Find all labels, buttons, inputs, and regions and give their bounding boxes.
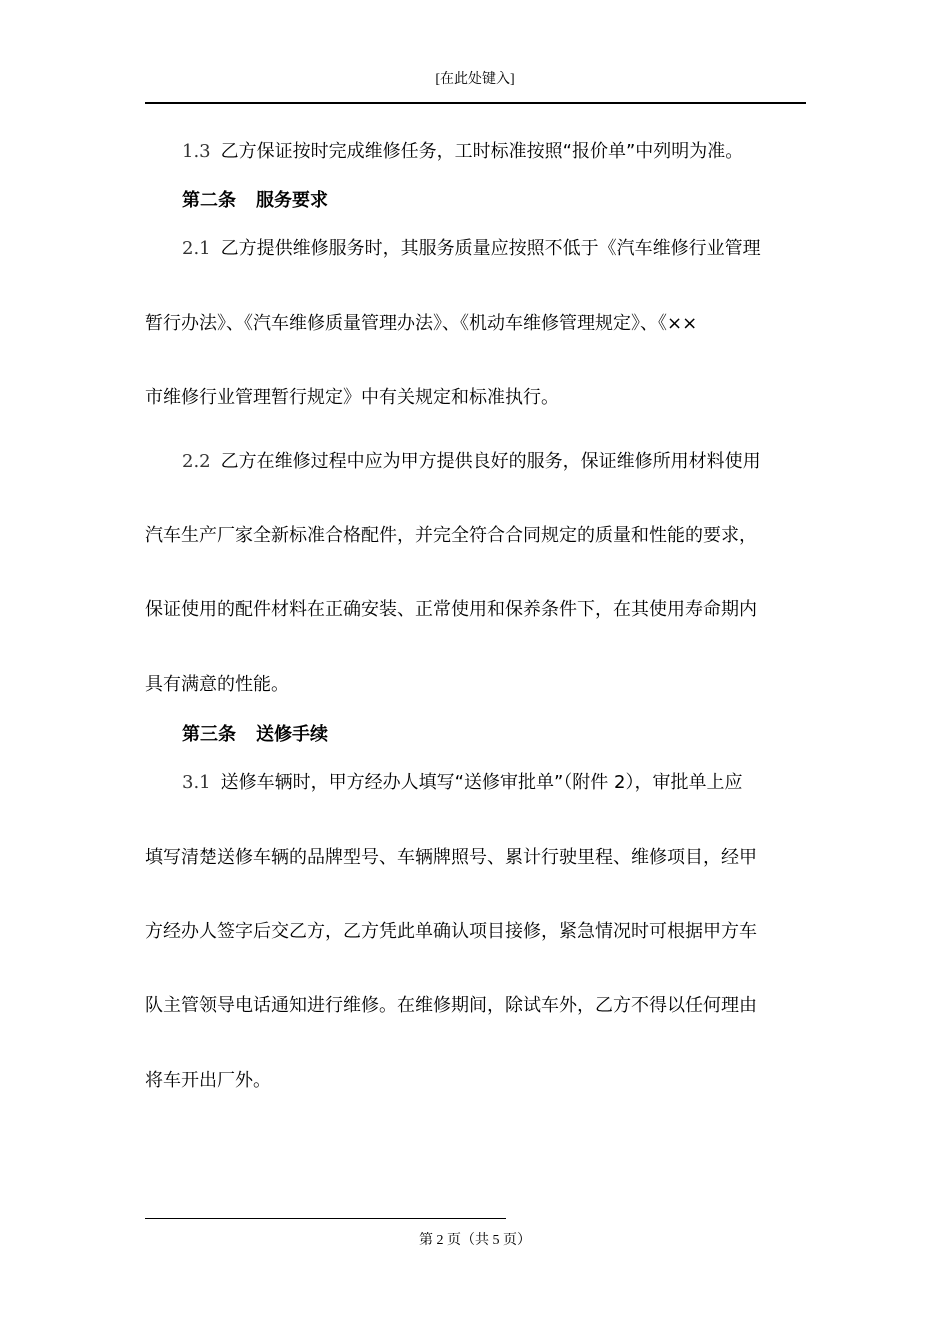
clause-2-1-line-1 [182,237,805,261]
clause-text: 乙方保证按时完成维修任务，工时标准按照“报价单”中列明为准。 [220,141,744,162]
clause-2-2-line-2: 汽车生产厂家全新标准合格配件，并完全符合合同规定的质量和性能的要求， [145,525,757,546]
clause-2-2-line-1 [182,450,805,474]
page-header: [在此处键入] [435,72,515,87]
clause-2-2-line-4: 具有满意的性能。 [145,674,289,695]
article-title: 第二条 [182,190,236,211]
clause-text: 乙方提供维修服务时，其服务质量应按照不低于《汽车维修行业管理 [220,238,761,259]
article-2-heading [182,189,805,213]
clause-number: 3.1 [182,772,211,793]
clause-text: 送修车辆时，甲方经办人填写“送修审批单”（附件 2），审批单上应 [220,772,743,793]
page-footer: 第 2 页（共 5 页） [419,1233,531,1248]
clause-2-2-line-3: 保证使用的配件材料在正确安装、正常使用和保养条件下，在其使用寿命期内 [145,599,757,620]
clause-3-1-line-3: 方经办人签字后交乙方，乙方凭此单确认项目接修，紧急情况时可根据甲方车 [145,921,757,942]
clause-text: 乙方在维修过程中应为甲方提供良好的服务，保证维修所用材料使用 [220,451,761,472]
clause-number: 1.3 [182,141,211,162]
clause-number: 2.2 [182,451,211,472]
article-title: 第三条 [182,724,236,745]
article-3-heading [182,723,805,747]
clause-3-1-line-5: 将车开出厂外。 [145,1070,271,1091]
article-subtitle: 服务要求 [256,190,328,211]
clause-1-3 [182,140,805,164]
clause-2-1-line-3: 市维修行业管理暂行规定》中有关规定和标准执行。 [145,387,559,408]
clause-number: 2.1 [182,238,211,259]
header-rule [145,102,806,104]
article-subtitle: 送修手续 [256,724,328,745]
clause-3-1-line-4: 队主管领导电话通知进行维修。在维修期间，除试车外，乙方不得以任何理由 [145,995,757,1016]
clause-3-1-line-1 [182,771,805,795]
clause-3-1-line-2: 填写清楚送修车辆的品牌型号、车辆牌照号、累计行驶里程、维修项目，经甲 [145,847,757,868]
clause-2-1-line-2: 暂行办法》、《汽车维修质量管理办法》、《机动车维修管理规定》、《×× [145,313,698,334]
footer-rule [145,1218,506,1219]
